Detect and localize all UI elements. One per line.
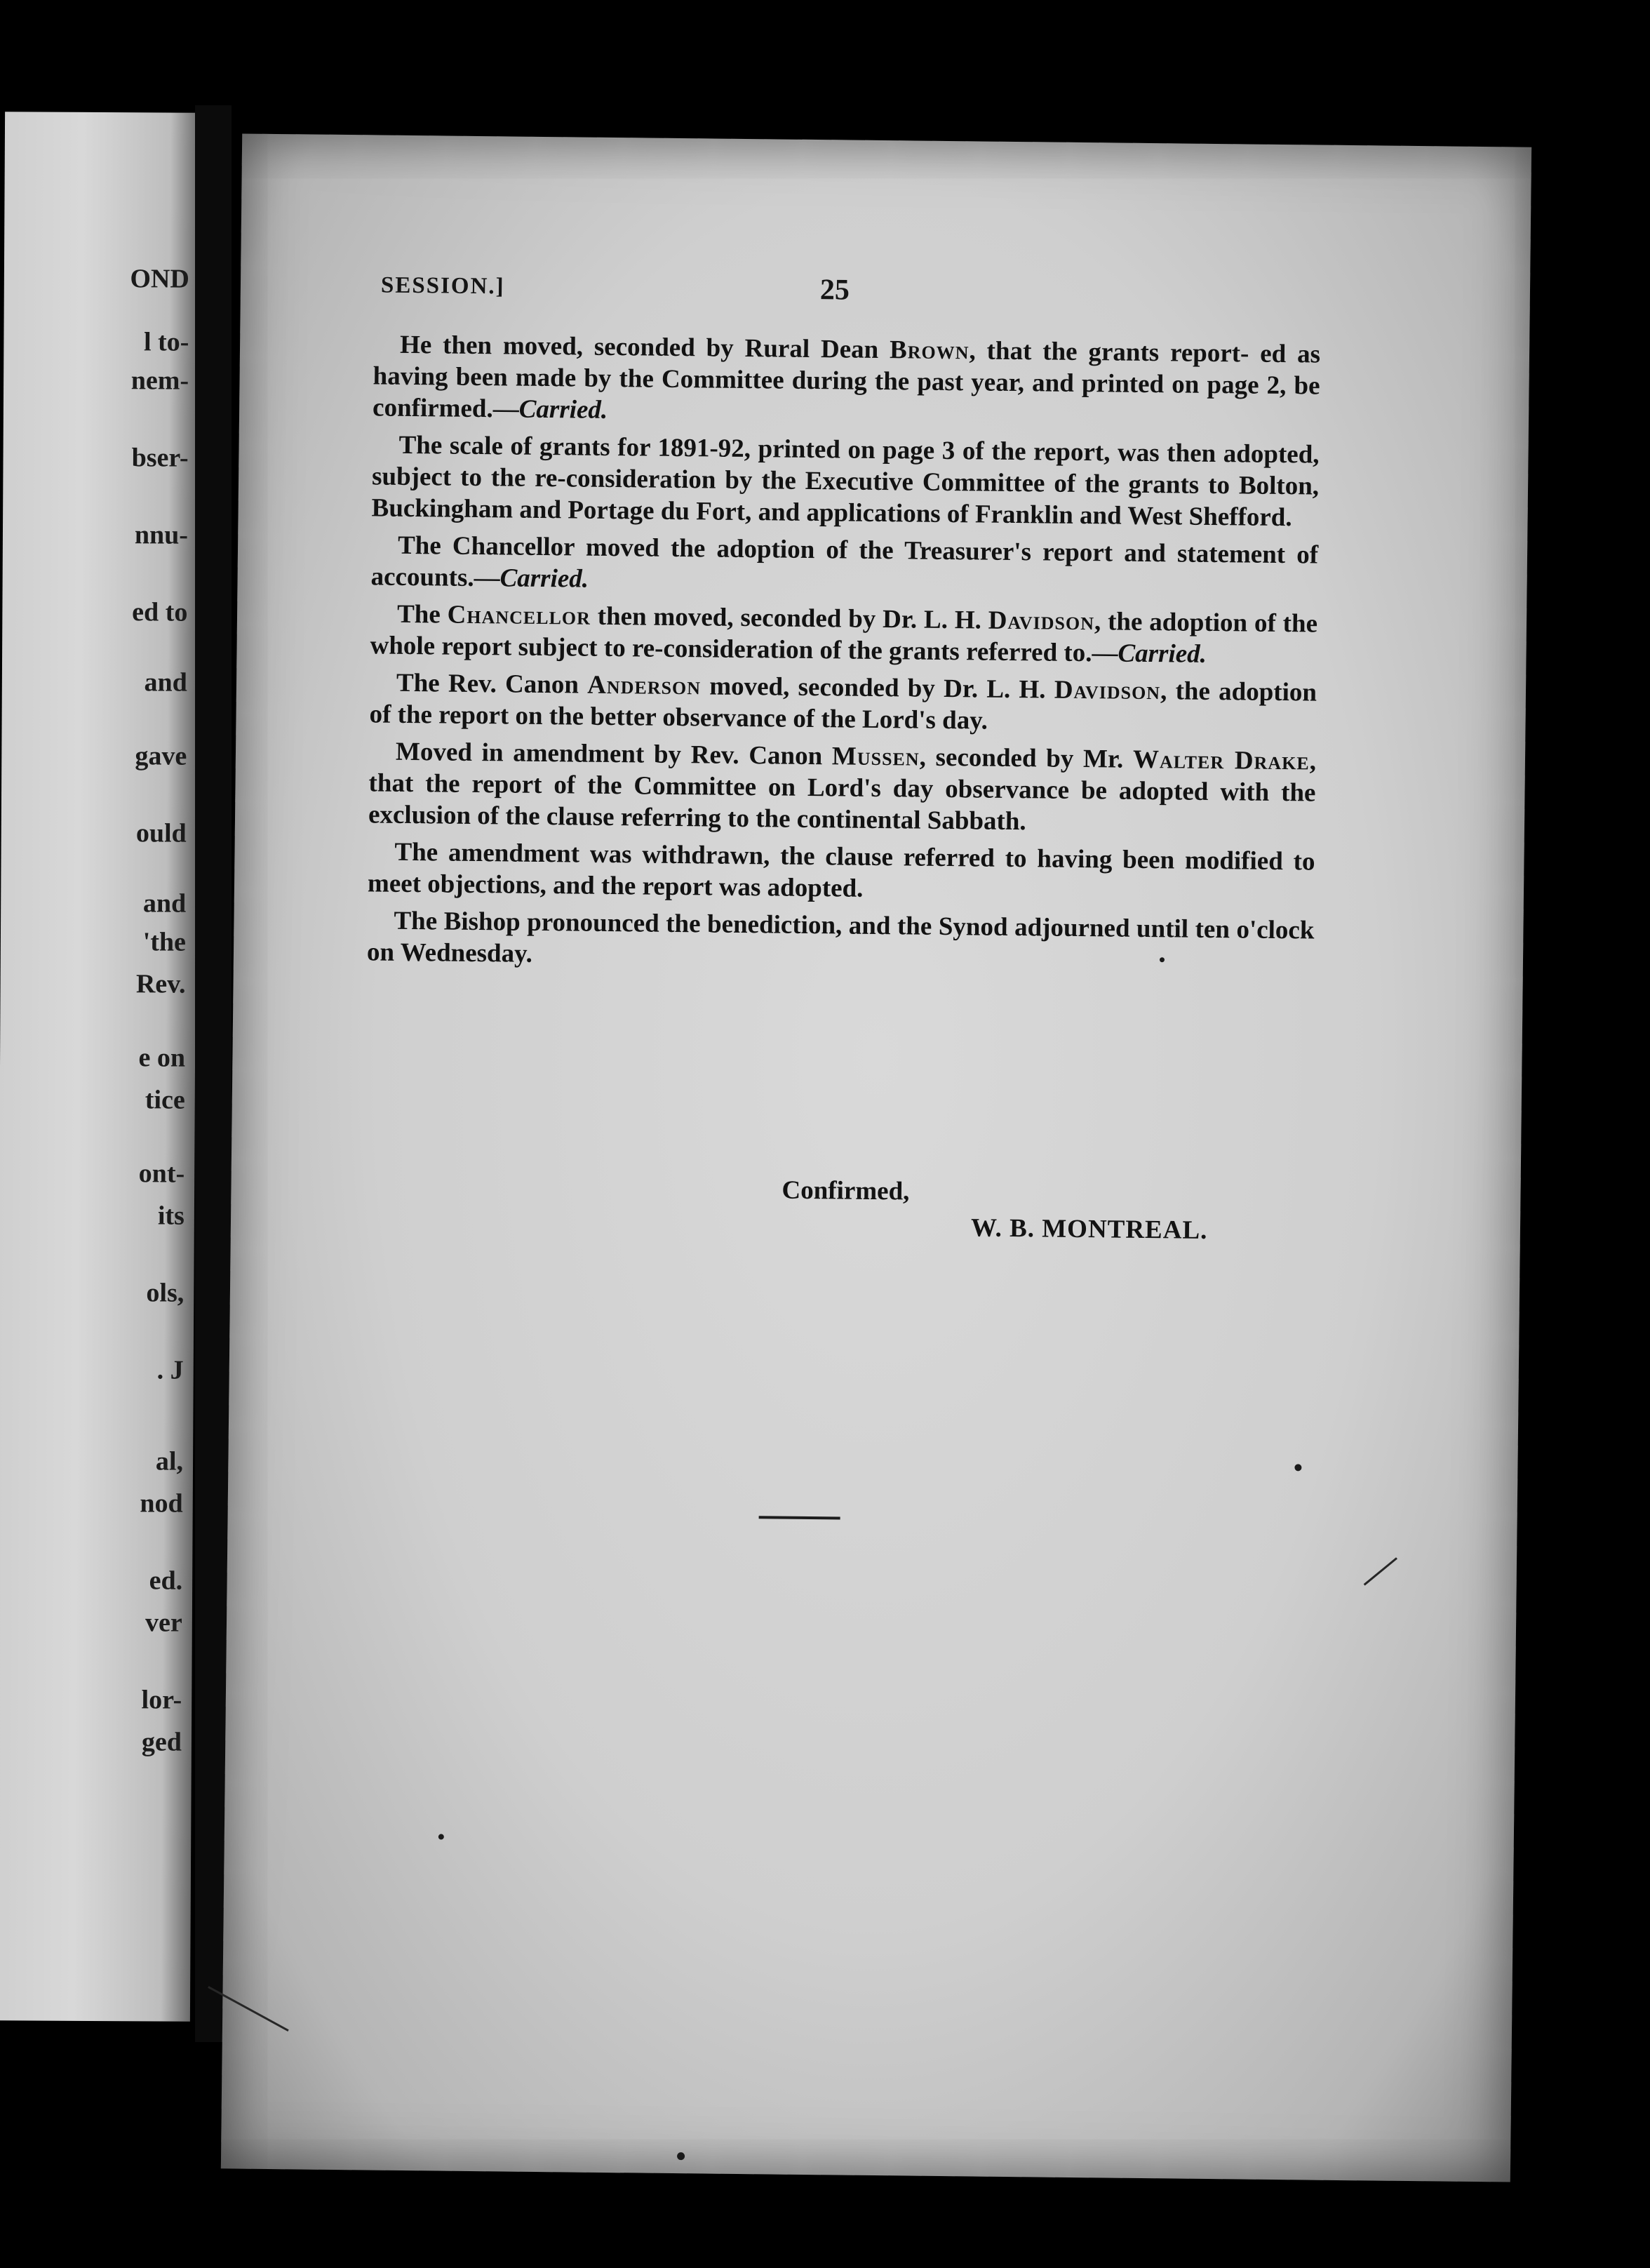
previous-page-fragment: ont-	[138, 1159, 185, 1189]
paragraph-text: , that the report of the Committee on Lord's day observance be adopted with the exclusion of the clause referring to the continental Sabbath.	[368, 747, 1317, 836]
paragraph-text: then moved, seconded by Dr. L. H.	[590, 601, 988, 635]
paragraph-text: The	[396, 599, 448, 629]
paragraph-text: , that the grants report- ed as having been made by the Committee during the past year, and printed on page 2, be confirmed.—	[372, 336, 1321, 424]
previous-page-fragment: ged	[141, 1727, 182, 1757]
paragraph-text: , seconded by Mr.	[919, 742, 1134, 774]
motion-result: Carried.	[499, 563, 589, 594]
paragraph-text: The Bishop pronounced the benediction, and the Synod adjourned until ten o'clock on Wednesday.	[366, 906, 1315, 968]
paragraph-text: The Rev. Canon	[396, 668, 588, 700]
name-small-caps: Brown	[889, 335, 970, 366]
motion-result: Carried.	[518, 394, 608, 425]
previous-page-fragment: nod	[140, 1488, 183, 1519]
name-small-caps: Mussen	[831, 742, 920, 772]
paragraph-text: , the adoption of the whole report subject to re-consideration of the grants referred to.—	[370, 607, 1318, 668]
paragraph-text: Moved in amendment by Rev. Canon	[395, 737, 833, 771]
previous-page-fragment: . J	[156, 1355, 184, 1385]
paragraph-text: , the adoption of the report on the better observance of the Lord's day.	[369, 676, 1317, 735]
minutes-paragraph	[368, 836, 1315, 909]
previous-page-fragment: OND	[130, 264, 189, 294]
page-number: 25	[819, 274, 850, 307]
scan-speck	[438, 1834, 444, 1840]
name-small-caps: Davidson	[1054, 675, 1161, 706]
minutes-paragraph	[369, 667, 1317, 740]
previous-page-fragment: al,	[155, 1446, 184, 1476]
previous-page-fragment: ed.	[149, 1566, 183, 1596]
previous-page-fragment: 'the	[142, 927, 187, 957]
minutes-body	[367, 328, 1321, 983]
closing-rule	[759, 1516, 840, 1519]
previous-page-fragment: Rev.	[135, 969, 186, 999]
previous-page-fragment: ed to	[132, 597, 188, 627]
scan-speck	[1160, 957, 1165, 962]
scan-speck	[1294, 1464, 1301, 1471]
name-small-caps: Anderson	[586, 670, 702, 701]
name-small-caps: Chancellor	[447, 600, 591, 631]
minutes-paragraph	[371, 429, 1319, 533]
previous-page-fragment: e on	[138, 1043, 186, 1073]
running-head: SESSION.]	[380, 272, 505, 300]
previous-page-fragment: tice	[145, 1085, 185, 1115]
scan-speck	[677, 2152, 685, 2160]
name-small-caps: Walter Drake	[1132, 745, 1310, 776]
motion-result: Carried.	[1118, 639, 1207, 669]
previous-page-fragment: l to-	[143, 327, 189, 357]
previous-page-fragment: nem-	[130, 366, 189, 396]
paragraph-text: The scale of grants for 1891-92, printed on page 3 of the report, was then adopted, subject to the re-consideration by the Executive Committee of the grants to Bolton, Buckingham and Portage du Fort, and applications of Franklin and West Shefford.	[371, 430, 1320, 533]
scan-scratch	[1364, 1557, 1397, 1585]
minutes-paragraph	[367, 905, 1315, 978]
previous-page-fragment: ols,	[146, 1278, 185, 1308]
previous-page-fragment: its	[157, 1201, 185, 1231]
previous-page-fragment: ver	[145, 1608, 182, 1638]
previous-page-fragment: ould	[135, 818, 187, 848]
previous-page-fragment: and	[142, 888, 187, 919]
previous-page-fragment: nnu-	[134, 520, 189, 550]
paragraph-text: The amendment was withdrawn, the clause referred to having been modified to meet objections, and the report was adopted.	[367, 837, 1315, 903]
minutes-paragraph	[368, 735, 1316, 840]
previous-page-edge	[0, 112, 200, 2021]
paragraph-text: moved, seconded by Dr. L. H.	[700, 672, 1055, 705]
previous-page-fragment: gave	[135, 741, 187, 771]
confirmed-line: Confirmed,	[782, 1175, 910, 1206]
minutes-paragraph	[370, 529, 1318, 602]
paragraph-text: The Chancellor moved the adoption of the Treasurer's report and statement of accounts.—	[370, 531, 1319, 593]
name-small-caps: Davidson	[988, 606, 1095, 636]
previous-page-fragment: bser-	[131, 443, 189, 473]
previous-page-fragment: lor-	[141, 1685, 182, 1715]
signature: W. B. MONTREAL.	[970, 1213, 1208, 1245]
minutes-paragraph	[373, 328, 1320, 433]
document-page	[221, 133, 1531, 2182]
minutes-paragraph	[370, 598, 1317, 671]
previous-page-fragment: and	[144, 667, 187, 698]
paragraph-text: He then moved, seconded by Rural Dean	[399, 330, 890, 365]
